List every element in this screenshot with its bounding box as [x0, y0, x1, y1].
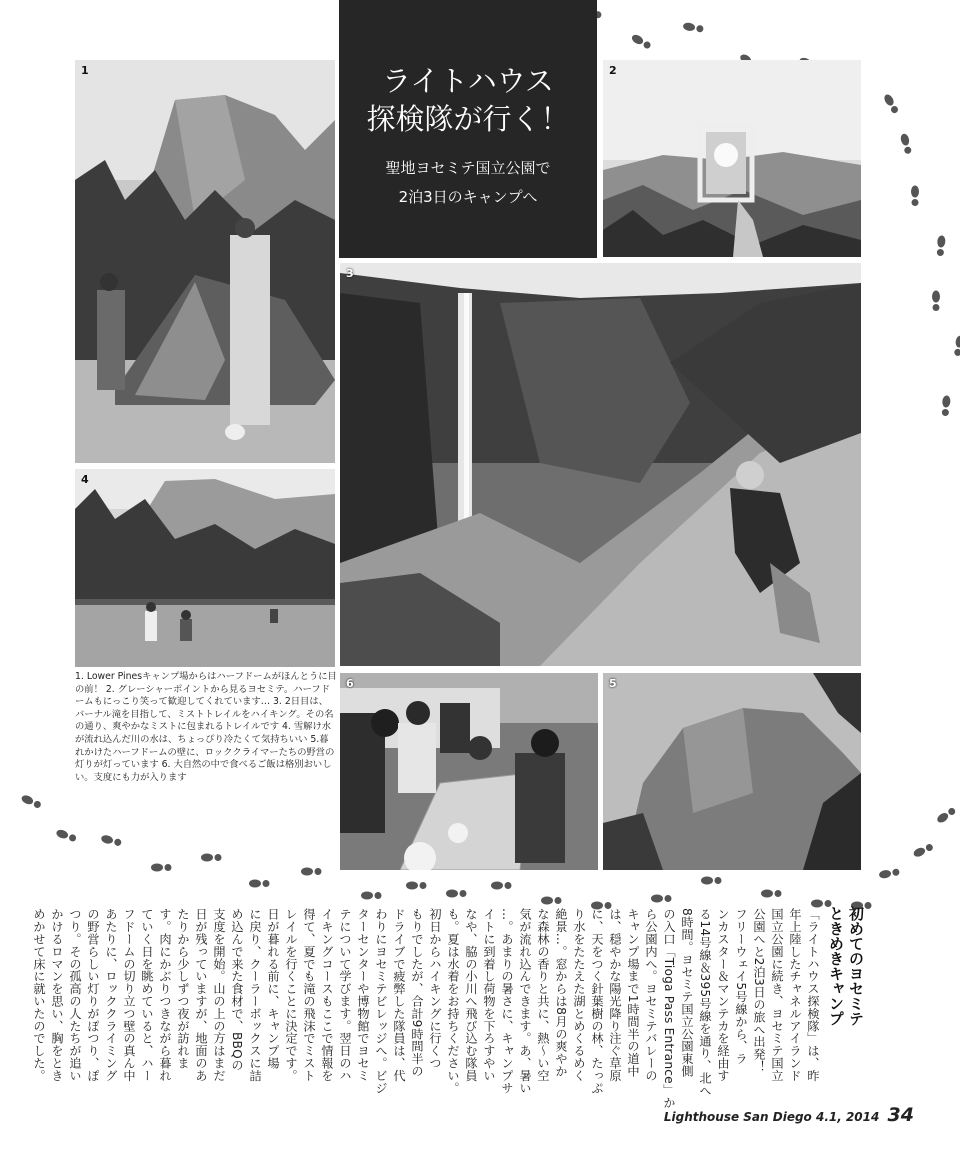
photo-number: 4 [81, 473, 89, 486]
article-column: ンカスター＆マンテカを経由す [716, 908, 730, 1082]
footprint-icon [940, 394, 953, 417]
footprint-icon [540, 895, 562, 906]
page-footer [664, 1104, 914, 1126]
article-column: 絶景…。窓からは8月の爽やか [554, 908, 568, 1078]
article-column: 日が暮れる前に、キャンプ場 [266, 908, 280, 1070]
title-line-1: ライトハウス [382, 64, 554, 98]
photo-number: 3 [346, 267, 354, 280]
article-column: レイルを行くことに決定です。 [284, 908, 298, 1082]
article-column: 年上陸したチャネルアイランド [788, 908, 802, 1082]
photo-number: 1 [81, 64, 89, 77]
article-column: フドームの切り立つ壁の真ん中 [122, 908, 136, 1082]
article-column: ターセンターや博物館でヨセミ [356, 908, 370, 1082]
photo-4-river-swimming [75, 469, 335, 667]
page-number: 34 [887, 1104, 914, 1126]
article-column: 国立公園に続き、ヨセミテ国立 [770, 908, 784, 1082]
article-column: の野営らしい灯りがぽつり、ぽ [86, 908, 100, 1082]
article-column: わりにヨセミテビレッジへ。ビジ [374, 908, 388, 1094]
article-column: り水をたたえた湖とめくるめく [572, 908, 586, 1082]
article-column: 「ライトハウス探検隊」は、昨 [806, 908, 820, 1082]
footprint-icon [445, 888, 467, 899]
article-column: ていく日を眺めていると、ハー [140, 908, 154, 1082]
article-column: あたりに、ロッククライミング [104, 908, 118, 1082]
article-column: 8時間。ヨセミテ国立公園東側 [680, 908, 694, 1078]
footprint-icon [19, 792, 44, 811]
footprint-icon [681, 20, 705, 35]
article-column: たりから少しずつ夜が訪れま [176, 908, 190, 1070]
footprint-icon [935, 234, 948, 257]
article-column: も。夏は水着をお持ちください。 [446, 908, 460, 1094]
footprint-icon [700, 875, 722, 886]
footprint-icon [300, 866, 322, 877]
article-column: 支度を開始。山の上の方はまだ [212, 908, 226, 1082]
article-column: 日が残っていますが、地面のあ [194, 908, 208, 1082]
photo-captions: 1. Lower Pinesキャンプ場からはハーフドームがほんとうに目の前！ 2. グレーシャーポイントから見るヨセミテ。ハーフドームもにっこり笑って歓迎してくれています… 3. 2日目は、バーナル滝を目指して、ミストトレイルをハイキング。その名の通り、爽やかなミストに包まれるトレイルです 4. 雪解け水が流れ込んだ川の水は、ちょっぴり冷たくて気持ちいい 5.暮れかけたハーフドームの壁に、ロッククライマーたちの野営の灯りが灯っています 6. 大自然の中で食べるご飯は格別おいしい。支度にも力が入ります [75, 671, 337, 783]
article-column: め込んで来た食材で、BBQの [230, 908, 244, 1072]
article-column: は、穏やかな陽光降り注ぐ草原 [608, 908, 622, 1082]
publication-name: Lighthouse San Diego 4.1, 2014 [663, 1110, 880, 1124]
article-column: イトに到着し荷物を下ろすやい [482, 908, 496, 1082]
footprint-icon [877, 866, 901, 881]
article-column: ドライブで疲弊した隊員は、代 [392, 908, 406, 1082]
article-heading [822, 906, 866, 1076]
article-column: 公園へと2泊3日の旅へ出発！ [752, 908, 766, 1073]
article-column: の入口「Tioga Pass Entrance」か [662, 908, 676, 1109]
footprint-icon [629, 31, 654, 52]
footprint-icon [760, 888, 782, 899]
article-column: す。肉にかぶりつきながら暮れ [158, 908, 172, 1082]
article-column: テについて学びます。翌日のハ [338, 908, 352, 1082]
footprint-icon [898, 131, 914, 155]
footprint-icon [405, 880, 427, 891]
footprint-icon [911, 841, 936, 860]
article-column: 気が流れ込んできます。あ、暑い [518, 908, 532, 1094]
article-column: キャンプ場まで1時間半の道中 [626, 908, 640, 1078]
photo-2-glacier-point [603, 60, 861, 257]
page-title [339, 62, 597, 138]
footprint-icon [248, 878, 270, 889]
title-line-2: 探検隊が行く！ [366, 102, 570, 136]
subtitle-line-1: 聖地ヨセミテ国立公園で [385, 159, 551, 177]
article-column: イキングコースもここで情報を [320, 908, 334, 1082]
article-column: 得て、夏でも滝の飛沫でミスト [302, 908, 316, 1082]
footprint-icon [99, 832, 123, 848]
footprint-icon [150, 862, 172, 873]
article-column: …。あまりの暑さに、キャンプサ [500, 908, 514, 1094]
article-column: もりでしたが、合計9時間半の [410, 908, 424, 1078]
title-box [339, 0, 597, 258]
footprint-icon [200, 852, 222, 863]
article-column: ら公園内へ。ヨセミテバレーの [644, 908, 658, 1082]
photo-3-mist-trail-waterfall [340, 263, 861, 666]
footprint-icon [934, 805, 958, 827]
article-heading-line-2: ときめきキャンプ [827, 906, 845, 1026]
article-heading-line-1: 初めてのヨセミテ [847, 906, 865, 1026]
photo-number: 5 [609, 677, 617, 690]
article-column: る14号線＆395号線を通り、北へ [698, 908, 712, 1097]
page-subtitle [339, 154, 597, 212]
article-column: フリーウェイ5号線から、ラ [734, 908, 748, 1065]
subtitle-line-2: 2泊3日のキャンプへ [398, 188, 538, 206]
footprint-icon [910, 185, 921, 207]
footprint-icon [54, 827, 78, 845]
footprint-icon [360, 890, 382, 901]
article-column: な森林の香りと共に、熱〜い空 [536, 908, 550, 1082]
article-column: めかせて床に就いたのでした。 [32, 908, 46, 1082]
footprint-icon [952, 334, 960, 358]
footprint-icon [490, 880, 512, 891]
article-column: に、天をつく針葉樹の林、たっぷ [590, 908, 604, 1094]
photo-number: 6 [346, 677, 354, 690]
photo-1-tent-campsite [75, 60, 335, 463]
footprint-icon [931, 290, 942, 312]
article-column: 初日からハイキングに行くつ [428, 908, 442, 1070]
photo-6-camp-cooking [340, 673, 598, 870]
article-column: つり。その孤高の人たちが追い [68, 908, 82, 1082]
photo-5-half-dome-dusk [603, 673, 861, 870]
article-column: なや、脇の小川へ飛び込む隊員 [464, 908, 478, 1082]
article-column: に戻り、クーラーボックスに詰 [248, 908, 262, 1082]
footprint-icon [650, 893, 672, 904]
article-column: かけるロマンを思い、胸をとき [50, 908, 64, 1082]
footprint-icon [881, 91, 902, 116]
photo-number: 2 [609, 64, 617, 77]
